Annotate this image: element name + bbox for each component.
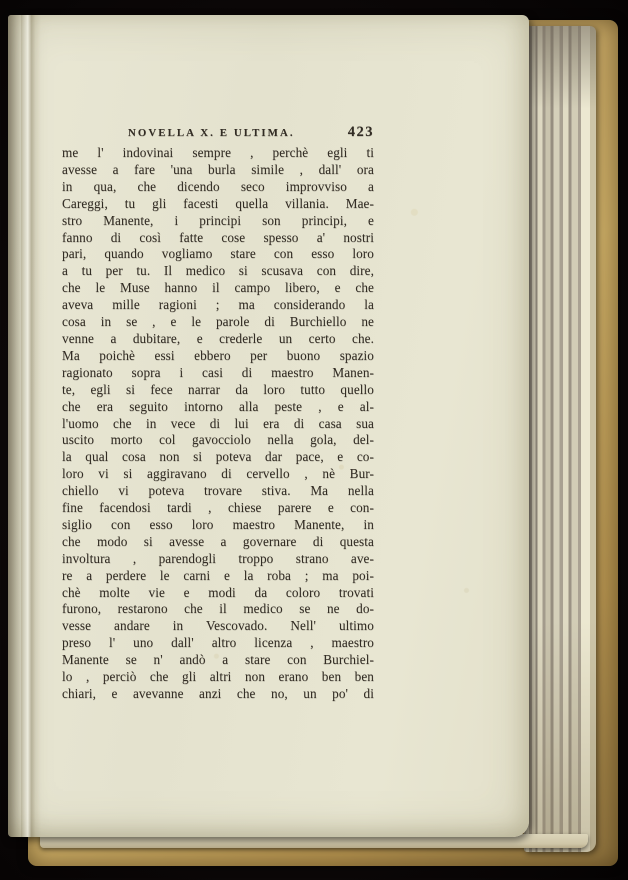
text-line: chiello vi poteva trovare stiva. Ma nella <box>62 483 374 499</box>
text-line: siglio con esso loro maestro Manente, in <box>62 516 374 532</box>
text-line: loro vi si aggiravano di cervello , nè Bur- <box>62 466 374 482</box>
text-line: preso l' uno dall' altro licenza , maestro <box>62 635 374 651</box>
text-line: ragionato sopra i casi di maestro Manen- <box>62 364 374 380</box>
body-text <box>62 145 374 703</box>
text-line: che modo si avesse a governare di questa <box>62 533 374 549</box>
text-line: vesse andare in Vescovado. Nell' ultimo <box>62 618 374 634</box>
text-line: che le Muse hanno il campo libero, e che <box>62 280 374 296</box>
text-line: involtura , parendogli troppo strano ave- <box>62 550 374 566</box>
text-line: chè molte vie e modi da coloro trovati <box>62 584 374 600</box>
text-line: l'uomo che in vece di lui era di casa sua <box>62 415 374 431</box>
text-block <box>62 124 374 703</box>
text-line: venne a dubitare, e crederle un certo che. <box>62 330 374 346</box>
text-line: che era seguito intorno alla peste , e al- <box>62 398 374 414</box>
text-line: avesse a fare 'una burla simile , dall' ora <box>62 161 374 177</box>
page-header <box>62 124 374 144</box>
page-edges-stack <box>524 26 596 852</box>
text-line: chiari, e avevanne anzi che no, un po' di <box>62 686 374 701</box>
text-line: in qua, che dicendo seco improvviso a <box>62 178 374 194</box>
text-line: me l' indovinai sempre , perchè egli ti <box>62 145 374 160</box>
gutter-crease <box>21 15 41 837</box>
text-line: a tu per tu. Il medico si scusava con dire, <box>62 263 374 279</box>
text-line: lo , perciò che gli altri non erano ben ben <box>62 669 374 685</box>
text-line: pari, quando vogliamo stare con esso loro <box>62 246 374 262</box>
text-line: Careggi, tu gli facesti quella villania. Mae- <box>62 195 374 211</box>
text-line: aveva mille ragioni ; ma considerando la <box>62 297 374 313</box>
text-line: la qual cosa non si poteva dar pace, e co- <box>62 449 374 465</box>
text-line: te, egli si fece narrar da loro tutto quello <box>62 381 374 397</box>
book-page <box>8 15 529 837</box>
text-line: stro Manente, i principi son principi, e <box>62 212 374 228</box>
text-line: Ma poichè essi ebbero per buono spazio <box>62 347 374 363</box>
text-line: cosa in se , e le parole di Burchiello ne <box>62 314 374 330</box>
text-line: Manente se n' andò a stare con Burchiel- <box>62 652 374 668</box>
text-line: re a perdere le carni e la roba ; ma poi- <box>62 567 374 583</box>
text-line: furono, restarono che il medico se ne do- <box>62 601 374 617</box>
text-line: uscito morto col gavocciolo nella gola, del- <box>62 432 374 448</box>
page-number: 423 <box>347 124 374 140</box>
text-line: fanno di così fatte cose spesso a' nostri <box>62 229 374 245</box>
text-line: fine facendosi tardi , chiese parere e con- <box>62 500 374 516</box>
running-title: NOVELLA X. E ULTIMA. <box>127 127 295 139</box>
